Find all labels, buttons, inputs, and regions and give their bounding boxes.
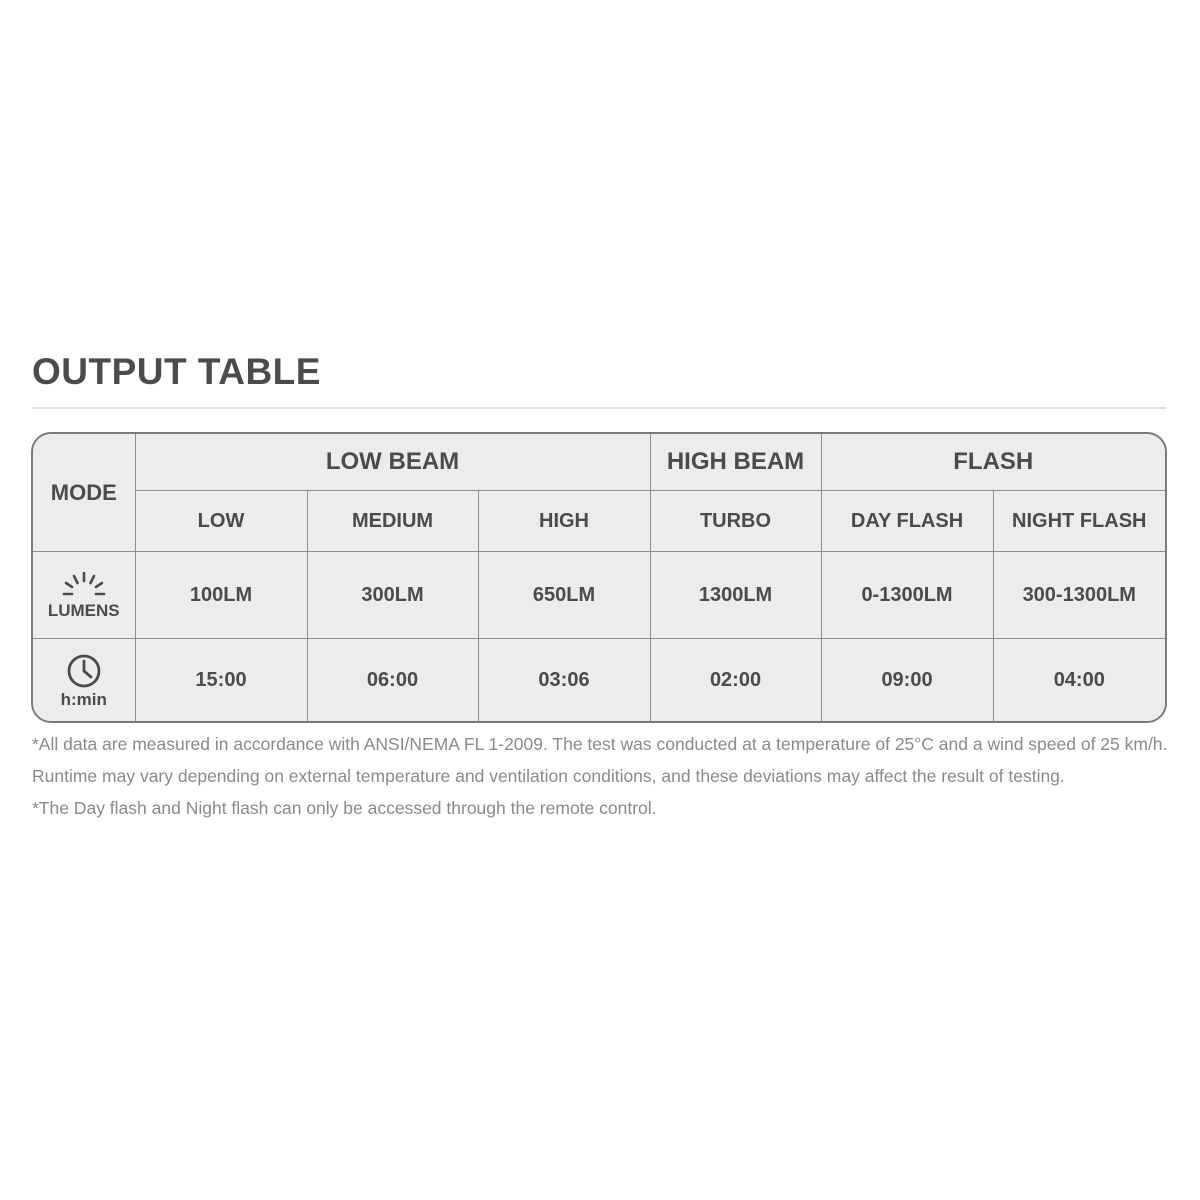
mode-header-day-flash: DAY FLASH — [821, 491, 993, 552]
output-table — [31, 432, 1167, 723]
runtime-row-header — [33, 639, 135, 723]
runtime-row — [33, 639, 1165, 723]
output-table-grid — [33, 434, 1165, 722]
lumens-value-day-flash: 0-1300LM — [821, 552, 993, 639]
title-divider — [32, 407, 1166, 409]
runtime-value-low: 15:00 — [135, 639, 307, 723]
lumens-value-night-flash: 300-1300LM — [993, 552, 1165, 639]
runtime-value-night-flash: 04:00 — [993, 639, 1165, 723]
footnotes — [32, 728, 1172, 824]
page-title: OUTPUT TABLE — [32, 351, 321, 392]
clock-icon — [64, 653, 104, 689]
mode-header-night-flash: NIGHT FLASH — [993, 491, 1165, 552]
lumens-value-low: 100LM — [135, 552, 307, 639]
runtime-value-high: 03:06 — [478, 639, 650, 723]
runtime-value-medium: 06:00 — [307, 639, 478, 723]
lumens-row-header — [33, 552, 135, 639]
lumens-value-turbo: 1300LM — [650, 552, 821, 639]
group-header-high-beam: HIGH BEAM — [650, 434, 821, 491]
mode-header-turbo: TURBO — [650, 491, 821, 552]
mode-header-medium: MEDIUM — [307, 491, 478, 552]
runtime-value-turbo: 02:00 — [650, 639, 821, 723]
group-header-flash: FLASH — [821, 434, 1165, 491]
group-header-low-beam: LOW BEAM — [135, 434, 650, 491]
lumens-label: LUMENS — [47, 601, 120, 620]
footnote-remote-control: *The Day flash and Night flash can only be accessed through the remote control. — [32, 798, 657, 818]
mode-header: MODE — [33, 434, 135, 552]
runtime-label: h:min — [60, 689, 107, 709]
mode-header-low: LOW — [135, 491, 307, 552]
sun-burst-icon — [60, 570, 108, 600]
lumens-value-medium: 300LM — [307, 552, 478, 639]
lumens-row — [33, 552, 1165, 639]
mode-header-high: HIGH — [478, 491, 650, 552]
footnote-measurement: *All data are measured in accordance with ANSI/NEMA FL 1-2009. The test was conducted at a temperature of 25°C and a wind speed of 25 km/h. Runtime may vary depending on external temperature and ventilation conditions, and these deviations may affect the result of testing. — [32, 734, 1168, 786]
runtime-value-day-flash: 09:00 — [821, 639, 993, 723]
lumens-value-high: 650LM — [478, 552, 650, 639]
